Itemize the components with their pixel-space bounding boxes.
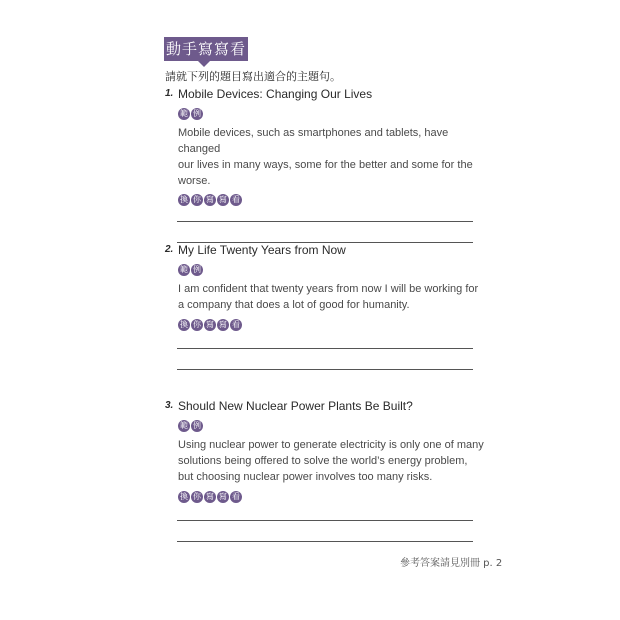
example-line: Using nuclear power to generate electricity is only one of many	[178, 439, 484, 451]
example-line: Mobile devices, such as smartphones and tablets, have changed	[178, 127, 449, 155]
instruction-text: 請就下列的題目寫出適合的主題句。	[165, 70, 341, 83]
try-tag-char: 看	[232, 195, 240, 204]
question-title	[165, 398, 485, 414]
example-tag-char: 範	[180, 421, 188, 430]
answer-key-reference: 參考答案請見別冊 p. 2	[400, 558, 503, 569]
answer-line[interactable]	[177, 369, 473, 370]
example-text	[178, 281, 488, 313]
try-tag-char: 寫	[219, 195, 227, 204]
example-tag-char: 例	[193, 421, 201, 430]
try-it-tag	[178, 491, 485, 504]
try-tag-char: 寫	[206, 492, 214, 501]
try-it-tag	[178, 319, 485, 332]
try-tag-char: 換	[180, 195, 188, 204]
example-line: but choosing nuclear power involves too many risks.	[178, 471, 433, 483]
try-tag-char: 寫	[219, 320, 227, 329]
try-tag-char: 寫	[206, 320, 214, 329]
example-text	[178, 125, 488, 189]
example-tag-char: 例	[193, 265, 201, 274]
example-tag-char: 範	[180, 109, 188, 118]
example-tag	[178, 264, 485, 277]
try-tag-char: 寫	[206, 195, 214, 204]
try-tag-char: 看	[232, 320, 240, 329]
question-heading: Mobile Devices: Changing Our Lives	[178, 87, 373, 101]
question-title	[165, 242, 485, 258]
example-tag-char: 例	[193, 109, 201, 118]
answer-line[interactable]	[177, 520, 473, 521]
try-tag-char: 換	[180, 320, 188, 329]
try-tag-char: 寫	[219, 492, 227, 501]
try-tag-char: 你	[193, 492, 201, 501]
example-line: our lives in many ways, some for the better and some for the worse.	[178, 159, 473, 187]
example-tag	[178, 420, 485, 433]
question-heading: Should New Nuclear Power Plants Be Built?	[178, 399, 413, 413]
example-line: I am confident that twenty years from now I will be working for	[178, 283, 479, 295]
answer-line[interactable]	[177, 348, 473, 349]
question-number: 3.	[165, 400, 174, 411]
try-it-tag	[178, 194, 485, 207]
question-number: 1.	[165, 88, 174, 99]
example-line: solutions being offered to solve the world’s energy problem,	[178, 455, 468, 467]
example-tag-char: 範	[180, 265, 188, 274]
section-title-banner: 動手寫寫看	[164, 37, 248, 61]
question-2	[165, 242, 485, 370]
question-heading: My Life Twenty Years from Now	[178, 243, 346, 257]
answer-line[interactable]	[177, 541, 473, 542]
try-tag-char: 你	[193, 320, 201, 329]
answer-line[interactable]	[177, 221, 473, 222]
example-tag	[178, 108, 485, 121]
try-tag-char: 你	[193, 195, 201, 204]
question-number: 2.	[165, 244, 174, 255]
question-1	[165, 86, 485, 243]
question-title	[165, 86, 485, 102]
example-text	[178, 437, 488, 485]
example-line: a company that does a lot of good for humanity.	[178, 299, 410, 311]
try-tag-char: 換	[180, 492, 188, 501]
question-3	[165, 398, 485, 542]
try-tag-char: 看	[232, 492, 240, 501]
